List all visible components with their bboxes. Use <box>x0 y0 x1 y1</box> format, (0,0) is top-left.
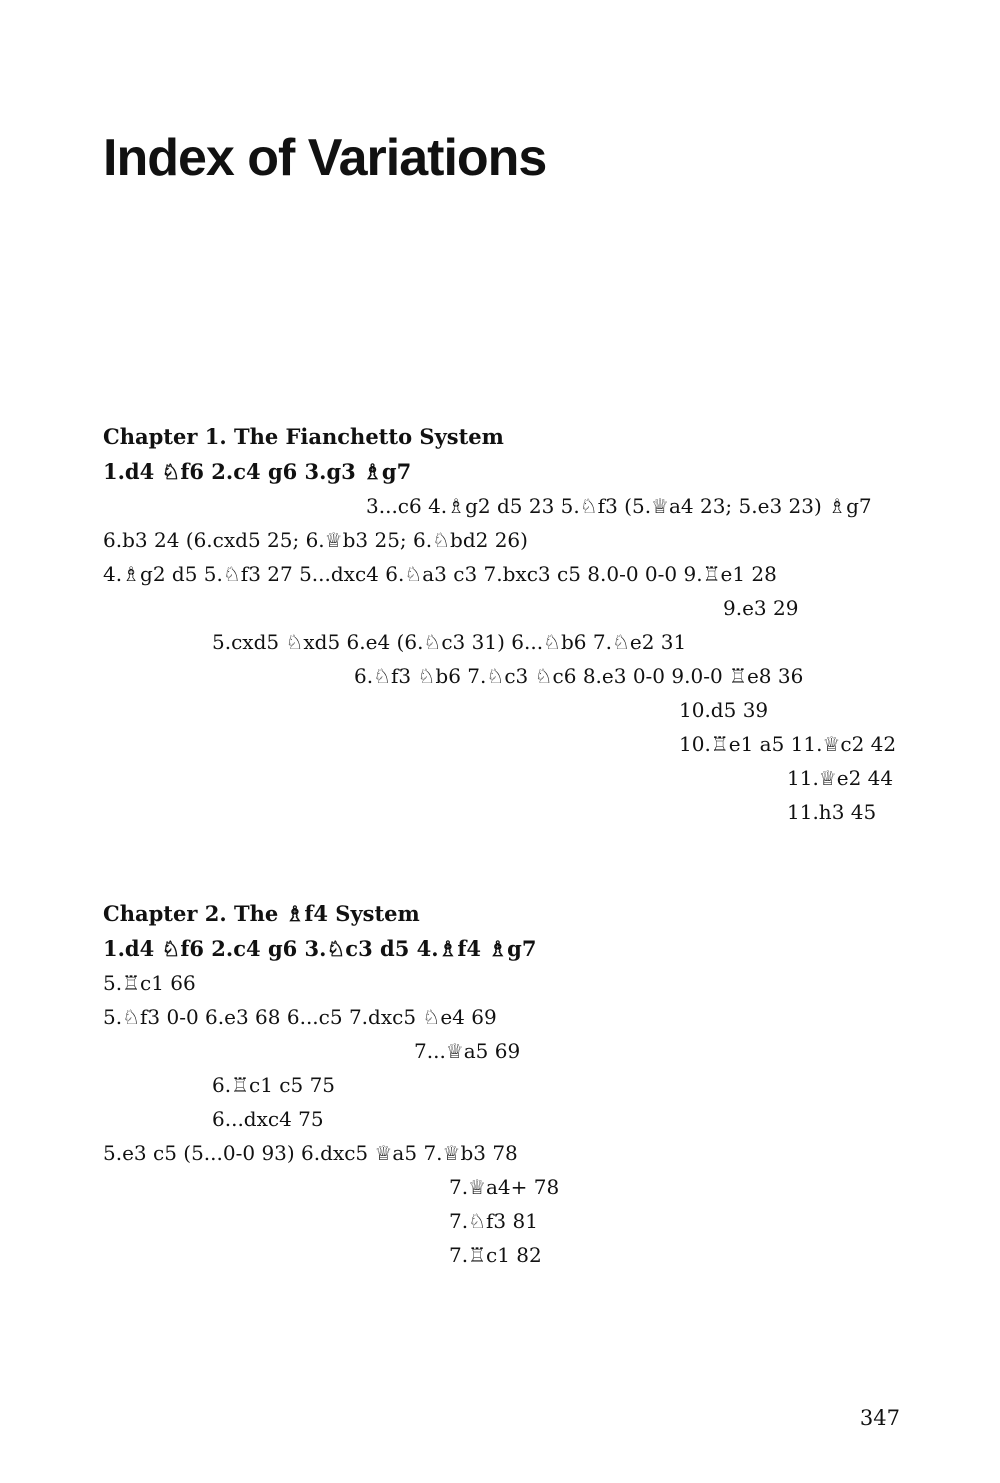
variation-line: 7.♖c1 82 <box>449 1243 542 1267</box>
variation-line: 6...dxc4 75 <box>212 1107 324 1131</box>
variation-line: 6.♖c1 c5 75 <box>212 1073 336 1097</box>
variation-line: 10.d5 39 <box>679 698 769 722</box>
variation-line: 3...c6 4.♗g2 d5 23 5.♘f3 (5.♕a4 23; 5.e3 23) ♗g7 <box>366 494 872 518</box>
variation-line: 9.e3 29 <box>723 596 799 620</box>
variation-line: 5.e3 c5 (5...0-0 93) 6.dxc5 ♕a5 7.♕b3 78 <box>103 1141 518 1165</box>
variation-line: 5.cxd5 ♘xd5 6.e4 (6.♘c3 31) 6...♘b6 7.♘e2 31 <box>212 630 687 654</box>
chapter-1-main-line: 1.d4 ♘f6 2.c4 g6 3.g3 ♗g7 <box>103 459 412 484</box>
variation-line: 11.♕e2 44 <box>787 766 894 790</box>
variation-line: 11.h3 45 <box>787 800 877 824</box>
chapter-2-title: Chapter 2. The ♗f4 System <box>103 901 420 926</box>
variation-line: 7.♘f3 81 <box>449 1209 538 1233</box>
variation-line: 6.♘f3 ♘b6 7.♘c3 ♘c6 8.e3 0-0 9.0-0 ♖e8 36 <box>354 664 804 688</box>
chapter-2-main-line: 1.d4 ♘f6 2.c4 g6 3.♘c3 d5 4.♗f4 ♗g7 <box>103 936 537 961</box>
variation-line: 10.♖e1 a5 11.♕c2 42 <box>679 732 897 756</box>
variation-line: 5.♖c1 66 <box>103 971 196 995</box>
variation-line: 4.♗g2 d5 5.♘f3 27 5...dxc4 6.♘a3 c3 7.bxc3 c5 8.0-0 0-0 9.♖e1 28 <box>103 562 777 586</box>
variation-line: 6.b3 24 (6.cxd5 25; 6.♕b3 25; 6.♘bd2 26) <box>103 528 528 552</box>
variation-line: 5.♘f3 0-0 6.e3 68 6...c5 7.dxc5 ♘e4 69 <box>103 1005 497 1029</box>
chapter-1-title: Chapter 1. The Fianchetto System <box>103 424 504 449</box>
variation-line: 7.♕a4+ 78 <box>449 1175 560 1199</box>
page-title: Index of Variations <box>103 129 547 187</box>
page-number: 347 <box>859 1406 900 1430</box>
variation-line: 7...♕a5 69 <box>414 1039 521 1063</box>
